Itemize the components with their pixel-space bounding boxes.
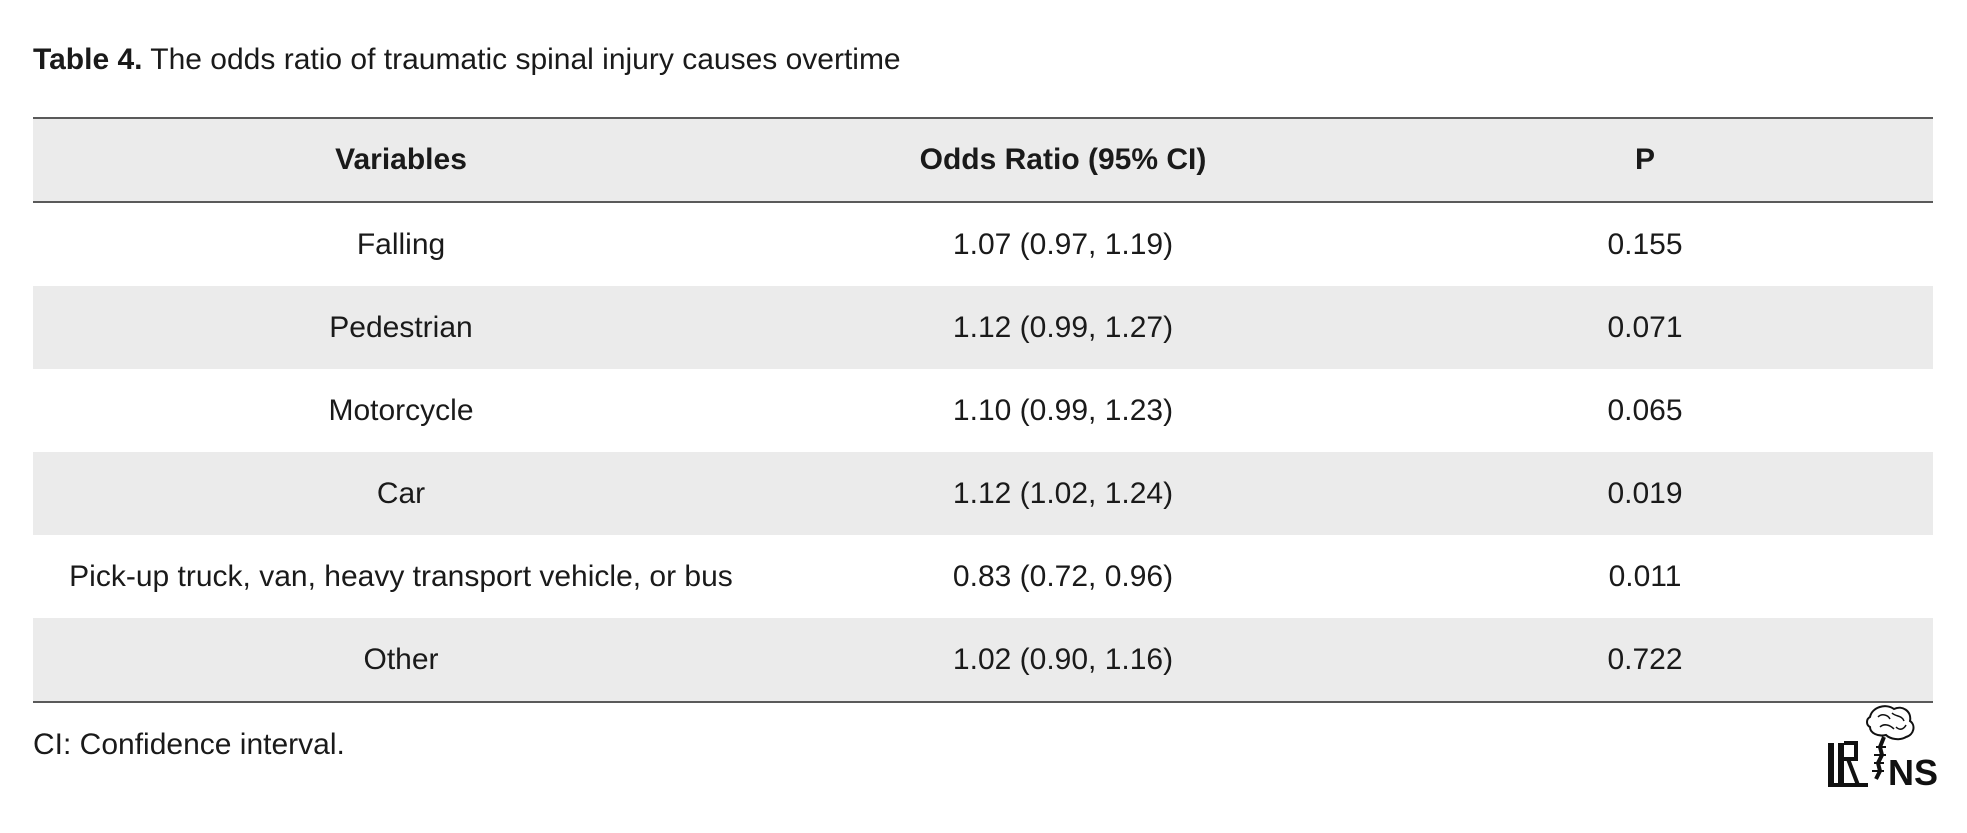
table-row [33, 369, 1933, 452]
p-value-cell: 0.155 [1607, 227, 1683, 261]
table-caption-label: Table 4. [33, 43, 143, 76]
table-caption [33, 40, 901, 80]
table-row [33, 286, 1933, 369]
odds-ratio-cell: 1.10 (0.99, 1.23) [952, 393, 1174, 427]
variable-cell: Car [376, 476, 426, 510]
table-caption-text: The odds ratio of traumatic spinal injury causes overtime [150, 43, 901, 76]
odds-ratio-cell: 0.83 (0.72, 0.96) [952, 559, 1174, 593]
odds-ratio-cell: 1.12 (1.02, 1.24) [952, 476, 1174, 510]
table-row [33, 203, 1933, 286]
journal-logo-icon [1826, 703, 1938, 789]
table-row [33, 452, 1933, 535]
table-header-row [33, 119, 1933, 203]
table-row [33, 535, 1933, 618]
variable-cell: Motorcycle [328, 393, 474, 427]
header-variables: Variables [335, 143, 467, 176]
table-footnote: CI: Confidence interval. [33, 728, 345, 761]
variable-cell: Other [363, 642, 439, 676]
variable-cell: Falling [356, 227, 446, 261]
p-value-cell: 0.071 [1607, 310, 1683, 344]
p-value-cell: 0.019 [1607, 476, 1683, 510]
header-odds-ratio: Odds Ratio (95% CI) [919, 143, 1207, 176]
odds-ratio-cell: 1.07 (0.97, 1.19) [952, 227, 1174, 261]
variable-cell: Pedestrian [329, 310, 473, 344]
p-value-cell: 0.065 [1607, 393, 1683, 427]
table-row [33, 618, 1933, 701]
p-value-cell: 0.011 [1608, 559, 1682, 593]
p-value-cell: 0.722 [1607, 642, 1683, 676]
header-p: P [1634, 143, 1655, 176]
svg-text:NS: NS [1888, 752, 1938, 789]
odds-ratio-table [33, 117, 1933, 703]
variable-cell: Pick-up truck, van, heavy transport vehicle, or bus [69, 559, 733, 593]
odds-ratio-cell: 1.02 (0.90, 1.16) [952, 642, 1174, 676]
odds-ratio-cell: 1.12 (0.99, 1.27) [952, 310, 1174, 344]
